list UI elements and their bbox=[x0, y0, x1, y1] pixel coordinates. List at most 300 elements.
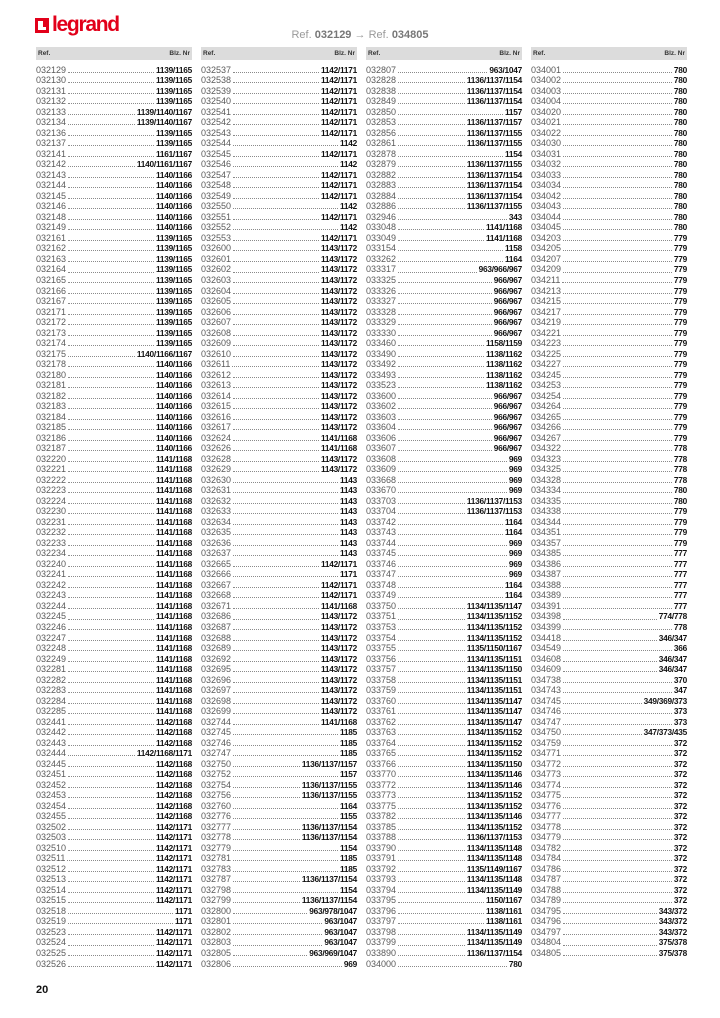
dot-leader bbox=[398, 587, 503, 588]
page-reference: 1141/1168 bbox=[155, 516, 192, 527]
index-row bbox=[36, 790, 192, 801]
dot-leader bbox=[563, 850, 672, 851]
reference-number: 033748 bbox=[366, 579, 397, 590]
index-row bbox=[531, 506, 687, 517]
reference-number: 033745 bbox=[366, 548, 397, 559]
page-reference: 969 bbox=[508, 464, 522, 475]
dot-leader bbox=[398, 261, 503, 262]
dot-leader bbox=[398, 303, 492, 304]
index-row bbox=[201, 180, 357, 191]
reference-number: 032245 bbox=[36, 611, 67, 622]
page-reference: 1136/1137/1155 bbox=[466, 201, 522, 212]
page-reference: 1139/1165 bbox=[155, 274, 192, 285]
dot-leader bbox=[68, 797, 154, 798]
page-reference: 1141/1168 bbox=[155, 495, 192, 506]
page-reference: 1140/1166 bbox=[155, 443, 192, 454]
page-reference: 966/967 bbox=[493, 317, 522, 328]
dot-leader bbox=[233, 640, 319, 641]
page-reference: 346/347 bbox=[658, 664, 687, 675]
index-row bbox=[36, 86, 192, 97]
reference-number: 033604 bbox=[366, 422, 397, 433]
dot-leader bbox=[398, 124, 465, 125]
index-row bbox=[531, 569, 687, 580]
page-reference: 966/967 bbox=[493, 296, 522, 307]
index-row bbox=[366, 959, 522, 970]
dot-leader bbox=[233, 208, 338, 209]
index-row bbox=[36, 296, 192, 307]
reference-number: 032548 bbox=[201, 180, 232, 191]
page-reference: 1143/1172 bbox=[320, 348, 357, 359]
page-reference: 1142/1171 bbox=[155, 958, 192, 969]
dot-leader bbox=[563, 576, 672, 577]
page-reference: 779 bbox=[673, 516, 687, 527]
index-row bbox=[531, 864, 687, 875]
reference-number: 034003 bbox=[531, 85, 562, 96]
page-reference: 372 bbox=[673, 737, 687, 748]
reference-number: 032612 bbox=[201, 369, 232, 380]
index-row bbox=[366, 128, 522, 139]
dot-leader bbox=[563, 219, 672, 220]
index-row bbox=[36, 128, 192, 139]
page-reference: 1142/1168 bbox=[155, 737, 192, 748]
index-row bbox=[201, 801, 357, 812]
index-row bbox=[366, 328, 522, 339]
dot-leader bbox=[68, 713, 154, 714]
dot-leader bbox=[233, 114, 319, 115]
index-row bbox=[201, 643, 357, 654]
reference-number: 033746 bbox=[366, 558, 397, 569]
index-row bbox=[366, 159, 522, 170]
page-reference: 372 bbox=[673, 863, 687, 874]
page-reference: 779 bbox=[673, 338, 687, 349]
dot-leader bbox=[68, 335, 154, 336]
reference-number: 032666 bbox=[201, 569, 232, 580]
reference-number: 034805 bbox=[531, 947, 562, 958]
dot-leader bbox=[563, 713, 672, 714]
dot-leader bbox=[398, 766, 465, 767]
dot-leader bbox=[563, 955, 657, 956]
dot-leader bbox=[68, 198, 154, 199]
index-column bbox=[366, 47, 522, 972]
reference-number: 034325 bbox=[531, 464, 562, 475]
page-reference: 1134/1135/1146 bbox=[466, 779, 522, 790]
reference-number: 033744 bbox=[366, 537, 397, 548]
index-row bbox=[36, 201, 192, 212]
index-row bbox=[531, 401, 687, 412]
index-row bbox=[531, 601, 687, 612]
index-row bbox=[36, 906, 192, 917]
reference-number: 033603 bbox=[366, 411, 397, 422]
reference-number: 032631 bbox=[201, 485, 232, 496]
reference-number: 032601 bbox=[201, 253, 232, 264]
page-reference: 1141/1168 bbox=[485, 232, 522, 243]
dot-leader bbox=[563, 724, 672, 725]
dot-leader bbox=[398, 72, 487, 73]
index-row bbox=[201, 159, 357, 170]
page-reference: 1141/1168 bbox=[155, 527, 192, 538]
reference-number: 032141 bbox=[36, 148, 67, 159]
dot-leader bbox=[233, 124, 319, 125]
page-reference: 963/978/1047 bbox=[309, 905, 357, 916]
page-reference: 777 bbox=[673, 558, 687, 569]
reference-number: 032667 bbox=[201, 579, 232, 590]
dot-leader bbox=[233, 587, 319, 588]
index-row bbox=[366, 633, 522, 644]
page-reference: 1136/1137/1154 bbox=[466, 947, 522, 958]
index-row bbox=[531, 811, 687, 822]
page-reference: 1143/1172 bbox=[320, 306, 357, 317]
index-row bbox=[36, 769, 192, 780]
index-row bbox=[531, 180, 687, 191]
dot-leader bbox=[563, 250, 672, 251]
index-row bbox=[36, 222, 192, 233]
dot-leader bbox=[563, 902, 672, 903]
dot-leader bbox=[233, 713, 319, 714]
reference-number: 032232 bbox=[36, 527, 67, 538]
index-row bbox=[531, 264, 687, 275]
page-reference: 1143 bbox=[340, 537, 357, 548]
reference-number: 032613 bbox=[201, 380, 232, 391]
dot-leader bbox=[398, 103, 465, 104]
page-reference: 1139/1165 bbox=[155, 96, 192, 107]
dot-leader bbox=[398, 377, 484, 378]
page-reference: 1141/1168 bbox=[155, 569, 192, 580]
page-reference: 1139/1140/1167 bbox=[136, 117, 192, 128]
dot-leader bbox=[563, 450, 672, 451]
page-reference: 1143/1172 bbox=[320, 622, 357, 632]
dot-leader bbox=[233, 177, 319, 178]
index-row bbox=[36, 464, 192, 475]
page-reference: 779 bbox=[673, 390, 687, 401]
dot-leader bbox=[563, 755, 672, 756]
reference-number: 033742 bbox=[366, 516, 397, 527]
reference-number: 032760 bbox=[201, 800, 232, 811]
index-row bbox=[36, 612, 192, 623]
index-row bbox=[531, 65, 687, 76]
dot-leader bbox=[233, 745, 338, 746]
reference-number: 032221 bbox=[36, 464, 67, 475]
reference-number: 034796 bbox=[531, 916, 562, 927]
index-row bbox=[366, 843, 522, 854]
index-row bbox=[531, 738, 687, 749]
dot-leader bbox=[68, 124, 135, 125]
reference-number: 034773 bbox=[531, 769, 562, 780]
reference-number: 034254 bbox=[531, 390, 562, 401]
dot-leader bbox=[68, 755, 135, 756]
reference-number: 033668 bbox=[366, 474, 397, 485]
index-row bbox=[201, 822, 357, 833]
dot-leader bbox=[563, 387, 672, 388]
index-row bbox=[366, 275, 522, 286]
index-row bbox=[531, 128, 687, 139]
reference-number: 032697 bbox=[201, 685, 232, 696]
reference-number: 032553 bbox=[201, 232, 232, 243]
dot-leader bbox=[68, 145, 154, 146]
index-row bbox=[36, 159, 192, 170]
page-reference: 1141/1168 bbox=[485, 222, 522, 233]
page-reference: 1142/1171 bbox=[320, 590, 357, 601]
header-page-number: Blz. Nr bbox=[169, 50, 190, 57]
page-reference: 780 bbox=[673, 96, 687, 107]
page-reference: 1140/1166 bbox=[155, 222, 192, 233]
dot-leader bbox=[68, 82, 154, 83]
index-row bbox=[366, 496, 522, 507]
reference-number: 032537 bbox=[201, 64, 232, 75]
dot-leader bbox=[398, 966, 507, 967]
index-row bbox=[366, 727, 522, 738]
index-row bbox=[366, 317, 522, 328]
dot-leader bbox=[68, 640, 154, 641]
reference-number: 033703 bbox=[366, 495, 397, 506]
dot-leader bbox=[563, 745, 672, 746]
reference-number: 033772 bbox=[366, 779, 397, 790]
index-row bbox=[531, 548, 687, 559]
index-row bbox=[531, 454, 687, 465]
page-reference: 780 bbox=[673, 485, 687, 496]
index-row bbox=[36, 738, 192, 749]
page-reference: 1143/1172 bbox=[320, 359, 357, 370]
page-reference: 1185 bbox=[340, 863, 357, 874]
reference-number: 032617 bbox=[201, 422, 232, 433]
reference-number: 034399 bbox=[531, 622, 562, 632]
dot-leader bbox=[233, 72, 319, 73]
reference-range-title bbox=[0, 29, 720, 41]
reference-number: 034001 bbox=[531, 64, 562, 75]
reference-number: 032800 bbox=[201, 905, 232, 916]
index-row bbox=[366, 86, 522, 97]
index-row bbox=[201, 307, 357, 318]
dot-leader bbox=[68, 156, 154, 157]
page-reference: 779 bbox=[673, 274, 687, 285]
index-row bbox=[366, 359, 522, 370]
page-reference: 966/967 bbox=[493, 327, 522, 338]
page-reference: 1143/1172 bbox=[320, 674, 357, 685]
dot-leader bbox=[68, 114, 135, 115]
index-row bbox=[366, 696, 522, 707]
dot-leader bbox=[68, 776, 154, 777]
index-row bbox=[366, 654, 522, 665]
index-row bbox=[201, 548, 357, 559]
index-row bbox=[366, 790, 522, 801]
dot-leader bbox=[563, 440, 672, 441]
index-row bbox=[201, 959, 357, 970]
reference-number: 032608 bbox=[201, 327, 232, 338]
dot-leader bbox=[563, 461, 672, 462]
dot-leader bbox=[233, 335, 319, 336]
dot-leader bbox=[563, 629, 672, 630]
index-row bbox=[201, 727, 357, 738]
page-reference: 1143/1172 bbox=[320, 274, 357, 285]
page-reference: 1142/1171 bbox=[155, 853, 192, 864]
page-reference: 372 bbox=[673, 874, 687, 885]
reference-number: 034398 bbox=[531, 611, 562, 622]
dot-leader bbox=[68, 387, 154, 388]
dot-leader bbox=[563, 103, 672, 104]
reference-number: 034387 bbox=[531, 569, 562, 580]
page-reference: 1143/1172 bbox=[320, 411, 357, 422]
page-reference: 1143 bbox=[340, 548, 357, 559]
reference-number: 034388 bbox=[531, 579, 562, 590]
index-row bbox=[366, 874, 522, 885]
dot-leader bbox=[68, 818, 154, 819]
reference-number: 032249 bbox=[36, 653, 67, 664]
page-reference: 1134/1135/1149 bbox=[466, 926, 522, 937]
reference-number: 034750 bbox=[531, 727, 562, 738]
index-row bbox=[36, 107, 192, 118]
dot-leader bbox=[398, 923, 484, 924]
reference-number: 032603 bbox=[201, 274, 232, 285]
index-row bbox=[531, 664, 687, 675]
page-reference: 966/967 bbox=[493, 306, 522, 317]
index-row bbox=[201, 212, 357, 223]
index-row bbox=[366, 296, 522, 307]
dot-leader bbox=[563, 198, 672, 199]
page-reference: 966/967 bbox=[493, 443, 522, 454]
index-row bbox=[36, 717, 192, 728]
page-reference: 1185 bbox=[340, 737, 357, 748]
dot-leader bbox=[68, 282, 154, 283]
dot-leader bbox=[398, 703, 465, 704]
dot-leader bbox=[563, 818, 672, 819]
page-reference: 1142/1171 bbox=[320, 558, 357, 569]
page-reference: 1141/1168 bbox=[155, 537, 192, 548]
column-header bbox=[366, 47, 522, 60]
reference-number: 034265 bbox=[531, 411, 562, 422]
reference-number: 032283 bbox=[36, 685, 67, 696]
index-column bbox=[36, 47, 192, 972]
reference-number: 034020 bbox=[531, 106, 562, 117]
index-column bbox=[531, 47, 687, 972]
reference-number: 032134 bbox=[36, 117, 67, 128]
index-row bbox=[36, 359, 192, 370]
dot-leader bbox=[398, 576, 507, 577]
dot-leader bbox=[68, 608, 154, 609]
page-reference: 1157 bbox=[505, 106, 522, 117]
reference-number: 032282 bbox=[36, 674, 67, 685]
page-reference: 1143/1172 bbox=[320, 369, 357, 380]
reference-number: 033773 bbox=[366, 790, 397, 801]
reference-number: 033754 bbox=[366, 632, 397, 643]
reference-number: 033798 bbox=[366, 926, 397, 937]
index-row bbox=[36, 180, 192, 191]
page-reference: 1138/1162 bbox=[485, 359, 522, 370]
index-row bbox=[201, 937, 357, 948]
index-row bbox=[366, 569, 522, 580]
index-row bbox=[531, 338, 687, 349]
page-reference: 1141/1168 bbox=[155, 706, 192, 717]
page-reference: 963/1047 bbox=[324, 937, 357, 948]
dot-leader bbox=[68, 272, 154, 273]
index-row bbox=[531, 769, 687, 780]
reference-number: 032611 bbox=[201, 359, 231, 370]
index-row bbox=[366, 370, 522, 381]
page-reference: 1141/1168 bbox=[155, 632, 192, 643]
index-row bbox=[366, 412, 522, 423]
page-reference: 779 bbox=[673, 401, 687, 412]
index-row bbox=[366, 748, 522, 759]
reference-number: 033770 bbox=[366, 769, 397, 780]
page-reference: 1143 bbox=[340, 506, 357, 517]
index-row bbox=[366, 832, 522, 843]
reference-number: 032162 bbox=[36, 243, 67, 254]
reference-number: 033049 bbox=[366, 232, 397, 243]
index-row bbox=[531, 717, 687, 728]
reference-number: 032861 bbox=[366, 138, 397, 149]
page-reference: 780 bbox=[673, 75, 687, 86]
dot-leader bbox=[398, 881, 465, 882]
page-reference: 966/967 bbox=[493, 422, 522, 433]
page-reference: 1171 bbox=[175, 905, 192, 916]
index-row bbox=[36, 548, 192, 559]
dot-leader bbox=[68, 966, 154, 967]
page-reference: 1142/1171 bbox=[320, 85, 357, 96]
reference-number: 033763 bbox=[366, 727, 397, 738]
dot-leader bbox=[68, 303, 154, 304]
reference-number: 032545 bbox=[201, 148, 232, 159]
reference-number: 034266 bbox=[531, 422, 562, 433]
page-reference: 1134/1135/1152 bbox=[466, 727, 522, 738]
reference-number: 032853 bbox=[366, 117, 397, 128]
reference-number: 034004 bbox=[531, 96, 562, 107]
index-row bbox=[531, 843, 687, 854]
dot-leader bbox=[68, 408, 154, 409]
reference-number: 032455 bbox=[36, 811, 67, 822]
page-reference: 372 bbox=[673, 769, 687, 780]
index-row bbox=[531, 927, 687, 938]
dot-leader bbox=[233, 608, 319, 609]
reference-number: 034223 bbox=[531, 338, 562, 349]
dot-leader bbox=[233, 356, 319, 357]
dot-leader bbox=[68, 839, 154, 840]
reference-number: 033762 bbox=[366, 716, 397, 727]
dot-leader bbox=[398, 745, 465, 746]
index-row bbox=[201, 149, 357, 160]
page-reference: 779 bbox=[673, 232, 687, 243]
reference-number: 032240 bbox=[36, 558, 67, 569]
page-reference: 1136/1137/1155 bbox=[301, 779, 357, 790]
index-row bbox=[36, 212, 192, 223]
page-reference: 1142/1171 bbox=[320, 127, 357, 138]
reference-number: 032233 bbox=[36, 537, 67, 548]
dot-leader bbox=[68, 703, 154, 704]
reference-number: 032503 bbox=[36, 832, 67, 843]
page-reference: 779 bbox=[673, 422, 687, 433]
page-reference: 778 bbox=[673, 443, 687, 454]
reference-number: 032185 bbox=[36, 422, 67, 433]
page-reference: 1143/1172 bbox=[320, 327, 357, 338]
dot-leader bbox=[398, 387, 484, 388]
dot-leader bbox=[563, 619, 657, 620]
dot-leader bbox=[398, 629, 465, 630]
index-row bbox=[366, 254, 522, 265]
index-row bbox=[531, 517, 687, 528]
dot-leader bbox=[68, 629, 154, 630]
page-reference: 779 bbox=[673, 264, 687, 275]
reference-number: 034245 bbox=[531, 369, 562, 380]
page-reference: 1143/1172 bbox=[320, 317, 357, 328]
reference-number: 032799 bbox=[201, 895, 232, 906]
reference-number: 034609 bbox=[531, 664, 562, 675]
dot-leader bbox=[68, 398, 154, 399]
dot-leader bbox=[233, 419, 319, 420]
page-reference: 370 bbox=[673, 674, 687, 685]
reference-number: 032181 bbox=[36, 380, 67, 391]
page-reference: 343 bbox=[508, 211, 522, 222]
page-reference: 1138/1162 bbox=[485, 369, 522, 380]
page-reference: 1142/1168 bbox=[155, 716, 192, 727]
reference-number: 032524 bbox=[36, 937, 67, 948]
dot-leader bbox=[233, 492, 338, 493]
